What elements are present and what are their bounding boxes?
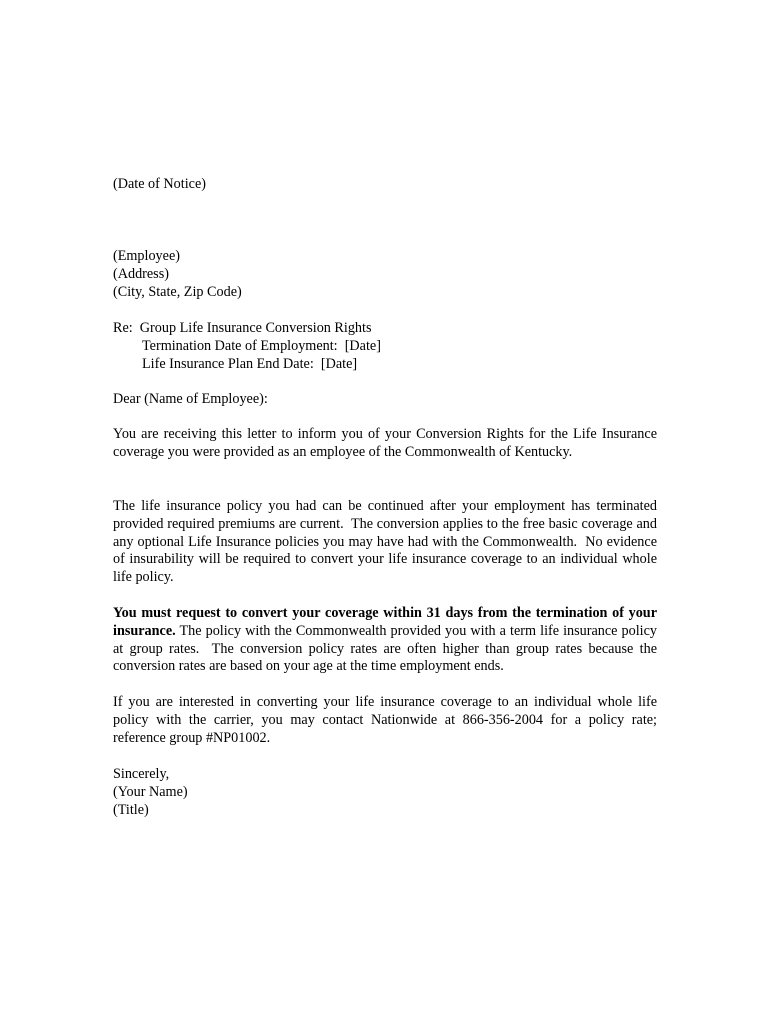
paragraph-3-text <box>113 605 661 676</box>
recipient-city-state-zip: (City, State, Zip Code) <box>113 283 242 300</box>
paragraph-4-text: If you are interested in converting your life insurance coverage to an individual whole life policy with the carrier, you may contact Nationwide at 866-356-2004 for a policy rate; reference group #NP01002. <box>113 694 657 746</box>
recipient-address-block <box>113 248 657 301</box>
paragraph-3-rest: The policy with the Commonwealth provided you with a term life insurance policy at group rates. The conversion policy rates are often higher than group rates because the conversion rates are based on your age at the time employment ends. <box>113 622 661 675</box>
paragraph-2-text: The life insurance policy you had can be continued after your employment has terminated provided required premiums are current. The conversion applies to the free basic coverage and any optional Life Insurance policies you may have had with the Commonwealth. No evidence of insurability will be required to convert your life insurance coverage to an individual whole life policy. <box>113 498 661 586</box>
re-subject-line <box>113 320 657 338</box>
closing-block <box>113 766 657 819</box>
recipient-employee: (Employee) <box>113 248 180 264</box>
re-termination-date: Termination Date of Employment: [Date] <box>142 337 381 354</box>
paragraph-1 <box>113 426 657 462</box>
salutation-block <box>113 391 657 409</box>
salutation: Dear (Name of Employee): <box>113 391 268 407</box>
closing-your-name: (Your Name) <box>113 783 188 800</box>
re-block <box>113 320 657 373</box>
paragraph-1-text: You are receiving this letter to inform you of your Conversion Rights for the Life Insurance coverage you were provided as an employee of the Commonwealth of Kentucky. <box>113 426 657 460</box>
paragraph-4 <box>113 694 657 747</box>
date-line <box>113 176 657 194</box>
closing-title: (Title) <box>113 801 149 818</box>
paragraph-3 <box>113 605 661 676</box>
recipient-address: (Address) <box>113 265 169 282</box>
date-of-notice: (Date of Notice) <box>113 176 206 192</box>
re-subject: Group Life Insurance Conversion Rights <box>139 320 372 336</box>
closing-sincerely: Sincerely, <box>113 766 170 782</box>
re-label: Re: <box>113 320 133 336</box>
paragraph-3-bold: You must request to convert your coverage within 31 days from the termination of your insurance. <box>113 605 661 639</box>
paragraph-2 <box>113 498 661 587</box>
re-plan-end-date: Life Insurance Plan End Date: [Date] <box>142 355 358 372</box>
